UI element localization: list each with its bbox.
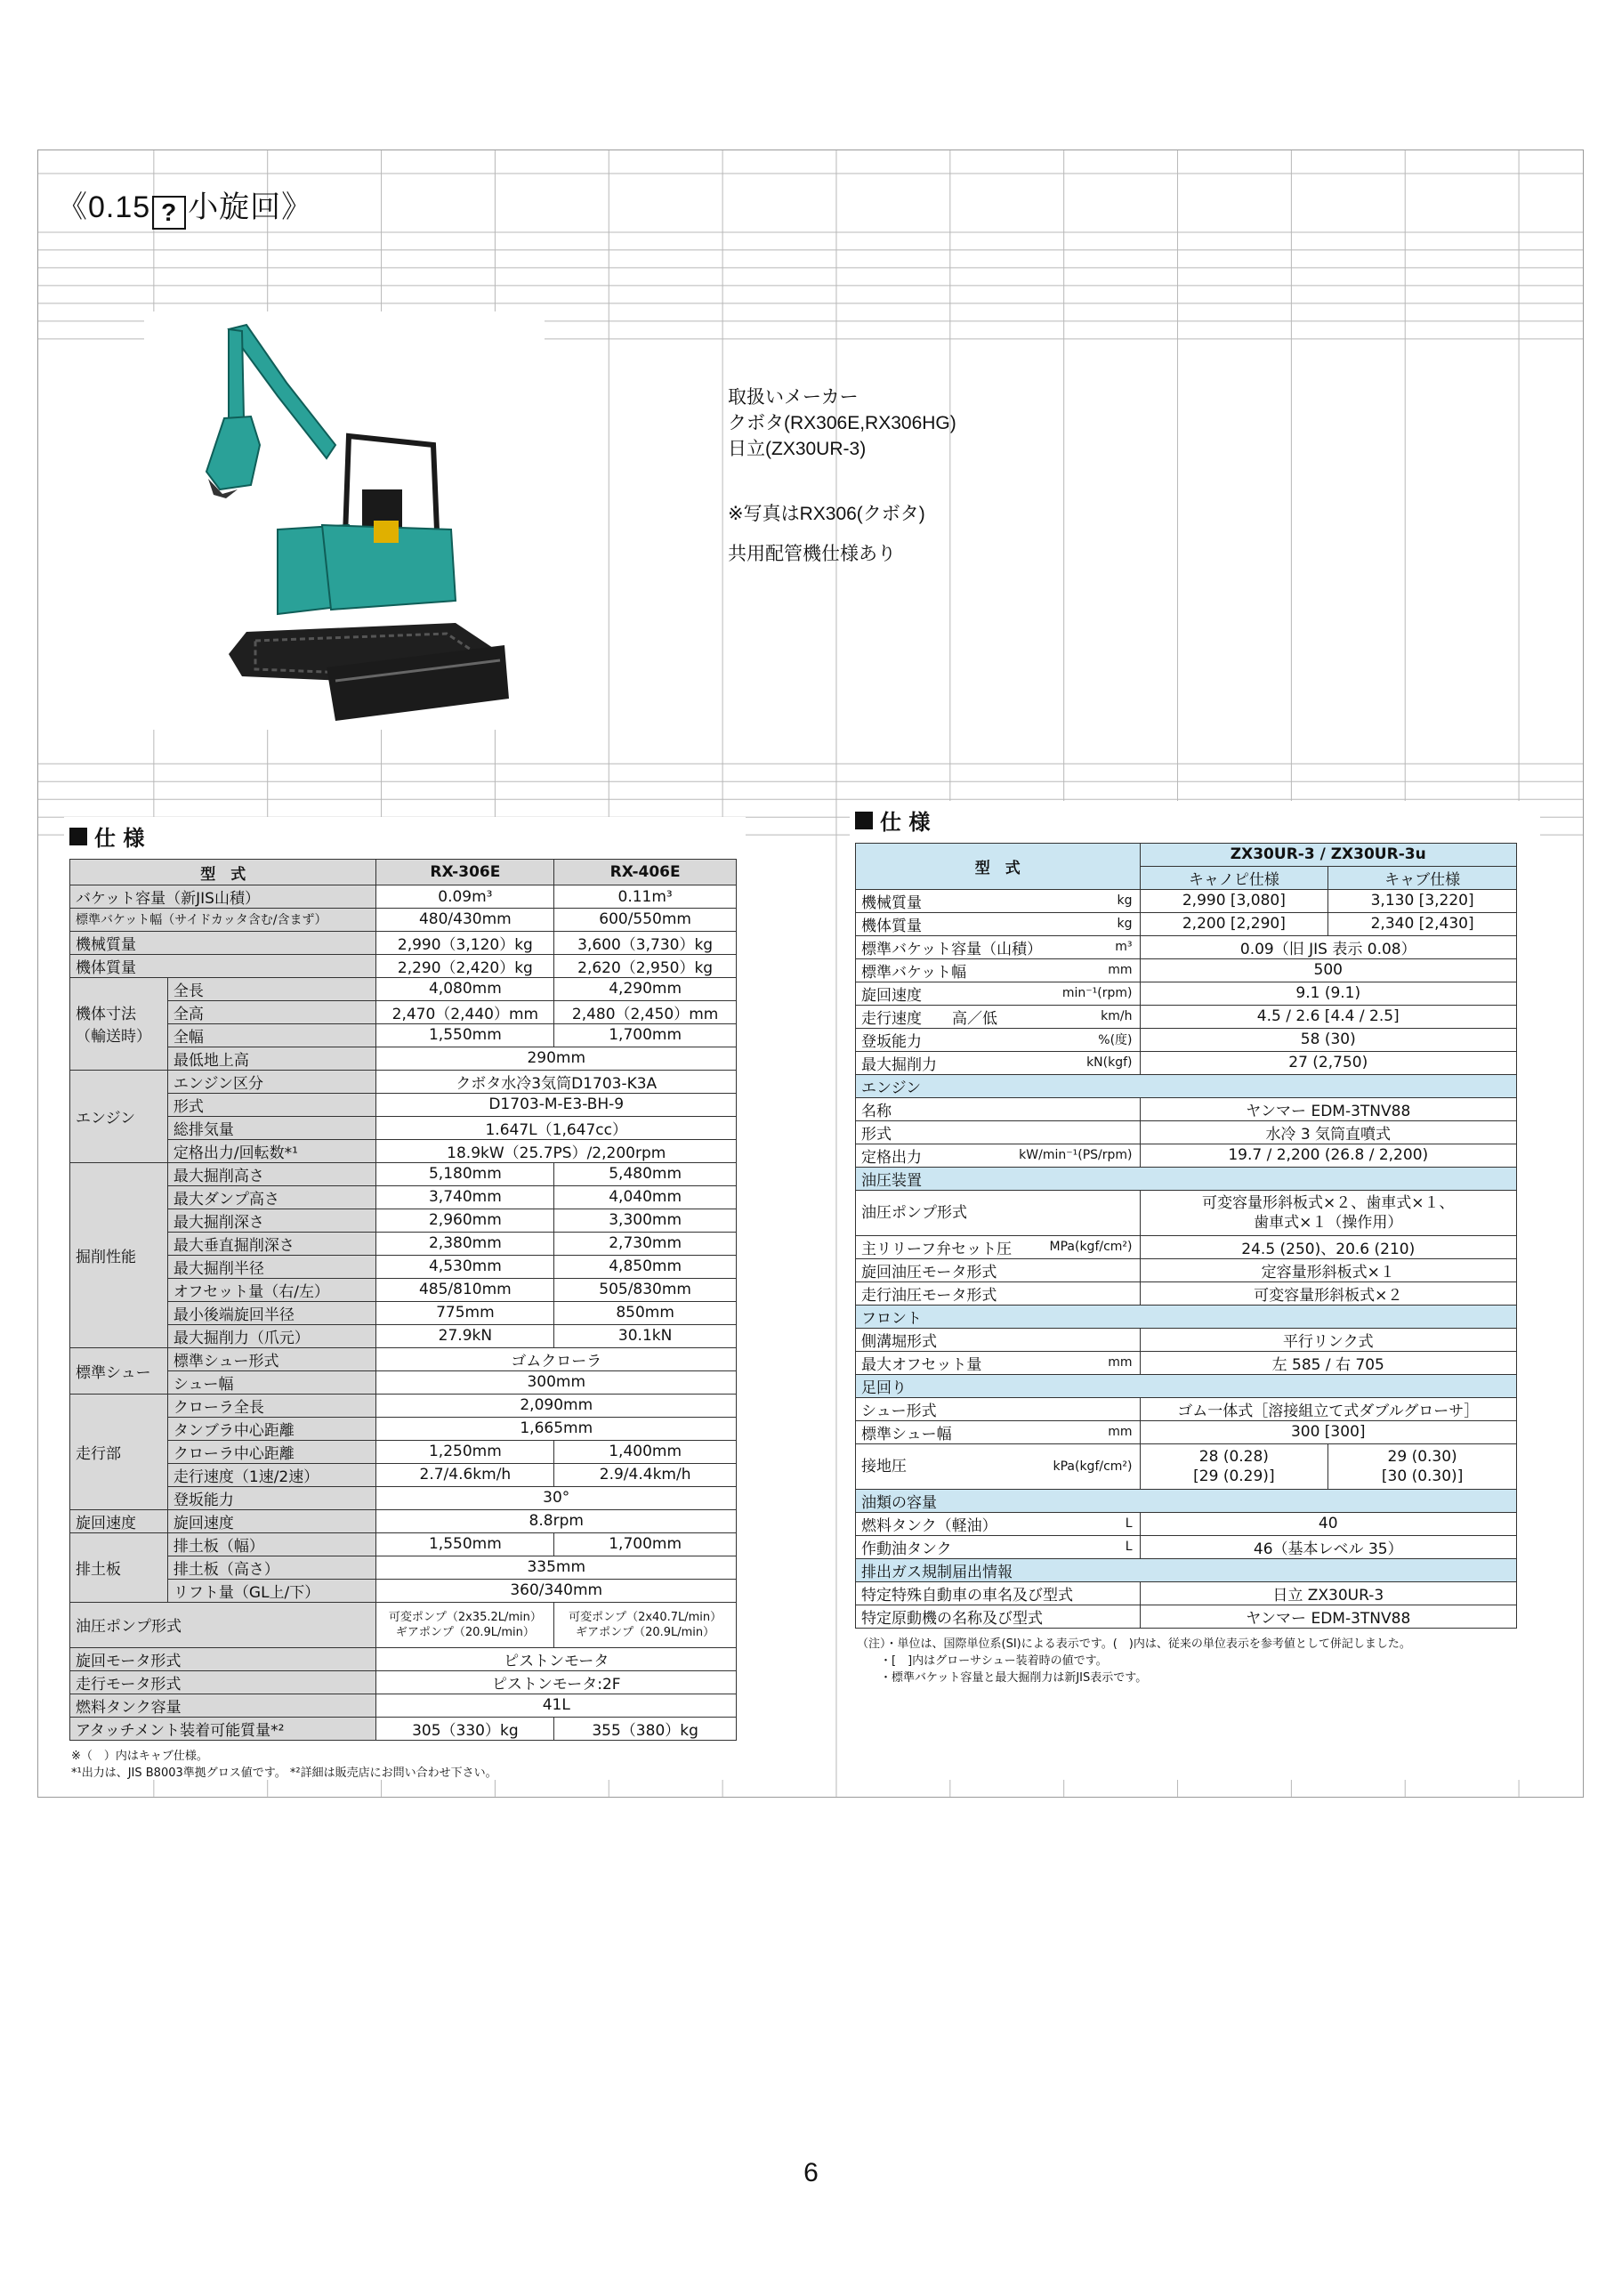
section-row: フロント — [856, 1305, 1517, 1328]
square-bullet-icon — [855, 812, 873, 829]
table-row: 定格出力 kW/min⁻¹(PS/rpm) 19.7 / 2,200 (26.8 / 2,200) — [856, 1144, 1517, 1167]
table-row: タンブラ中心距離 1,665mm — [70, 1417, 737, 1440]
table-row: 機械質量 kg 2,990 [3,080] 3,130 [3,220] — [856, 889, 1517, 912]
table-row: 機体寸法 （輸送時） 全長 4,080mm 4,290mm — [70, 977, 737, 1000]
table-row: 最低地上高 290mm — [70, 1047, 737, 1070]
page-number: 6 — [803, 2158, 819, 2187]
table-row: 走行速度 高／低 km/h 4.5 / 2.6 [4.4 / 2.5] — [856, 1005, 1517, 1028]
maker-label: 取扱いメーカー — [728, 387, 859, 408]
table-header-row: 型 式 ZX30UR-3 / ZX30UR-3u — [856, 844, 1517, 867]
table-row: 特定原動機の名称及び型式 ヤンマー EDM-3TNV88 — [856, 1605, 1517, 1628]
table-row: バケット容量（新JIS山積） 0.09m³ 0.11m³ — [70, 885, 737, 909]
table-row: 旋回モータ形式 ピストンモータ — [70, 1647, 737, 1670]
table-row: 登坂能力 %(度) 58 (30) — [856, 1028, 1517, 1051]
table-row: 機体質量 kg 2,200 [2,290] 2,340 [2,430] — [856, 912, 1517, 935]
table-row: 油圧ポンプ形式 可変ポンプ（2x35.2L/min） ギアポンプ（20.9L/min） 可変ポンプ（2x40.7L/min） ギアポンプ（20.9L/min） — [70, 1602, 737, 1647]
table-row: 走行部 クローラ全長 2,090mm — [70, 1394, 737, 1417]
maker-hitachi: 日立(ZX30UR-3) — [728, 439, 867, 459]
kubota-spec-table — [69, 859, 737, 1741]
table-row: 主リリーフ弁セット圧 MPa(kgf/cm²) 24.5 (250)、20.6 (210) — [856, 1235, 1517, 1258]
table-row: 登坂能力 30° — [70, 1486, 737, 1509]
table-row: 燃料タンク（軽油） L 40 — [856, 1512, 1517, 1535]
table-row: 標準シュー幅 mm 300 [300] — [856, 1420, 1517, 1443]
section-row: 油類の容量 — [856, 1489, 1517, 1512]
kubota-spec-panel — [64, 817, 746, 1780]
table-row: 最大掘削力 kN(kgf) 27 (2,750) — [856, 1051, 1517, 1074]
table-row: 側溝堀形式 平行リンク式 — [856, 1328, 1517, 1351]
hitachi-spec-panel — [850, 801, 1540, 1780]
table-row: シュー形式 ゴム一体式［溶接組立て式ダブルグローサ］ — [856, 1397, 1517, 1420]
table-row: 旋回速度 min⁻¹(rpm) 9.1 (9.1) — [856, 982, 1517, 1005]
section-row: エンジン — [856, 1074, 1517, 1097]
table-row: 排土板（高さ） 335mm — [70, 1556, 737, 1579]
hitachi-spec-table — [855, 843, 1517, 1629]
table-row: 燃料タンク容量 41L — [70, 1694, 737, 1717]
table-row: 形式 D1703-M-E3-BH-9 — [70, 1093, 737, 1116]
table-row: 全幅 1,550mm 1,700mm — [70, 1023, 737, 1047]
table-row: 機械質量 2,990（3,120）kg 3,600（3,730）kg — [70, 931, 737, 954]
table-row: 標準バケット幅 mm 500 — [856, 958, 1517, 982]
title-suffix: 小旋回》 — [188, 190, 313, 224]
table-row: 特定特殊自動車の車名及び型式 日立 ZX30UR-3 — [856, 1581, 1517, 1605]
table-row: 全高 2,470（2,440）mm 2,480（2,450）mm — [70, 1000, 737, 1023]
maker-info — [728, 384, 956, 567]
table-row: 作動油タンク L 46（基本レベル 35） — [856, 1535, 1517, 1558]
table-row: 標準バケット容量（山積） m³ 0.09（旧 JIS 表示 0.08） — [856, 935, 1517, 958]
piping-note: 共用配管機仕様あり — [728, 544, 896, 564]
table-row: 接地圧 kPa(kgf/cm²) 28 (0.28) [29 (0.29)] 29 (0.30) [30 (0.30)] — [856, 1443, 1517, 1489]
section-row: 排出ガス規制届出情報 — [856, 1558, 1517, 1581]
table-row: 油圧ポンプ形式 可変容量形斜板式×２、歯車式×１、 歯車式×１（操作用） — [856, 1190, 1517, 1235]
table-row: 走行モータ形式 ピストンモータ:2F — [70, 1670, 737, 1694]
table-row: 標準シュー 標準シュー形式 ゴムクローラ — [70, 1347, 737, 1370]
excavator-illustration — [144, 311, 545, 730]
table-row: 最大掘削力（爪元） 27.9kN 30.1kN — [70, 1324, 737, 1347]
table-row: 旋回油圧モータ形式 定容量形斜板式×１ — [856, 1258, 1517, 1281]
table-header-row: 型 式 RX-306E RX-406E — [70, 860, 737, 885]
table-row: 形式 水冷 3 気筒直噴式 — [856, 1120, 1517, 1144]
table-row: 最大掘削半径 4,530mm 4,850mm — [70, 1255, 737, 1278]
table-row: 標準バケット幅（サイドカッタ含む/含まず） 480/430mm 600/550mm — [70, 909, 737, 932]
table-row: 最大オフセット量 mm 左 585 / 右 705 — [856, 1351, 1517, 1374]
table-row: 総排気量 1.647L（1,647cc） — [70, 1116, 737, 1139]
unknown-glyph-icon: ? — [152, 196, 186, 230]
spec-heading: 仕 様 — [69, 821, 746, 852]
maker-kubota: クボタ(RX306E,RX306HG) — [728, 413, 956, 433]
table-row: シュー幅 300mm — [70, 1370, 737, 1394]
table-row: 名称 ヤンマー EDM-3TNV88 — [856, 1097, 1517, 1120]
table-row: アタッチメント装着可能質量*² 305（330）kg 355（380）kg — [70, 1717, 737, 1740]
table-row: 最大ダンプ高さ 3,740mm 4,040mm — [70, 1185, 737, 1209]
photo-note: ※写真はRX306(クボタ) — [728, 504, 925, 524]
table-row: リフト量（GL上/下） 360/340mm — [70, 1579, 737, 1602]
hitachi-notes: （注）・単位は、国際単位系(SI)による表示です。( )内は、従来の単位表示を参考値として併記しました。 ・[ ]内はグローサシュー装着時の値です。 ・標準バケット容量と最大掘削力は新JIS表示です。 — [857, 1637, 1411, 1685]
table-row: エンジン エンジン区分 クボタ水冷3気筒D1703-K3A — [70, 1070, 737, 1093]
table-row: 機体質量 2,290（2,420）kg 2,620（2,950）kg — [70, 954, 737, 977]
table-header-row: キャノピ仕様 キャブ仕様 — [856, 866, 1517, 889]
spec-heading: 仕 様 — [855, 804, 1540, 836]
section-row: 油圧装置 — [856, 1167, 1517, 1190]
table-row: 最大掘削深さ 2,960mm 3,300mm — [70, 1209, 737, 1232]
kubota-notes: ※（ ）内はキャブ仕様。 *¹出力は、JIS B8003準拠グロス値です。 *²詳細は販売店にお問い合わせ下さい。 — [71, 1749, 497, 1780]
table-row: 排土板 排土板（幅） 1,550mm 1,700mm — [70, 1532, 737, 1556]
square-bullet-icon — [69, 828, 87, 845]
excavator-photo — [144, 311, 545, 730]
table-row: 旋回速度 旋回速度 8.8rpm — [70, 1509, 737, 1532]
table-row: 最大垂直掘削深さ 2,380mm 2,730mm — [70, 1232, 737, 1255]
table-row: 走行速度（1速/2速） 2.7/4.6km/h 2.9/4.4km/h — [70, 1463, 737, 1486]
table-row: 走行油圧モータ形式 可変容量形斜板式×２ — [856, 1281, 1517, 1305]
section-row: 足回り — [856, 1374, 1517, 1397]
table-row: 定格出力/回転数*¹ 18.9kW（25.7PS）/2,200rpm — [70, 1139, 737, 1162]
table-row: クローラ中心距離 1,250mm 1,400mm — [70, 1440, 737, 1463]
table-row: オフセット量（右/左） 485/810mm 505/830mm — [70, 1278, 737, 1301]
page-title — [57, 182, 312, 230]
table-row: 最小後端旋回半径 775mm 850mm — [70, 1301, 737, 1324]
title-prefix: 《0.15 — [57, 190, 151, 224]
table-row: 掘削性能 最大掘削高さ 5,180mm 5,480mm — [70, 1162, 737, 1185]
